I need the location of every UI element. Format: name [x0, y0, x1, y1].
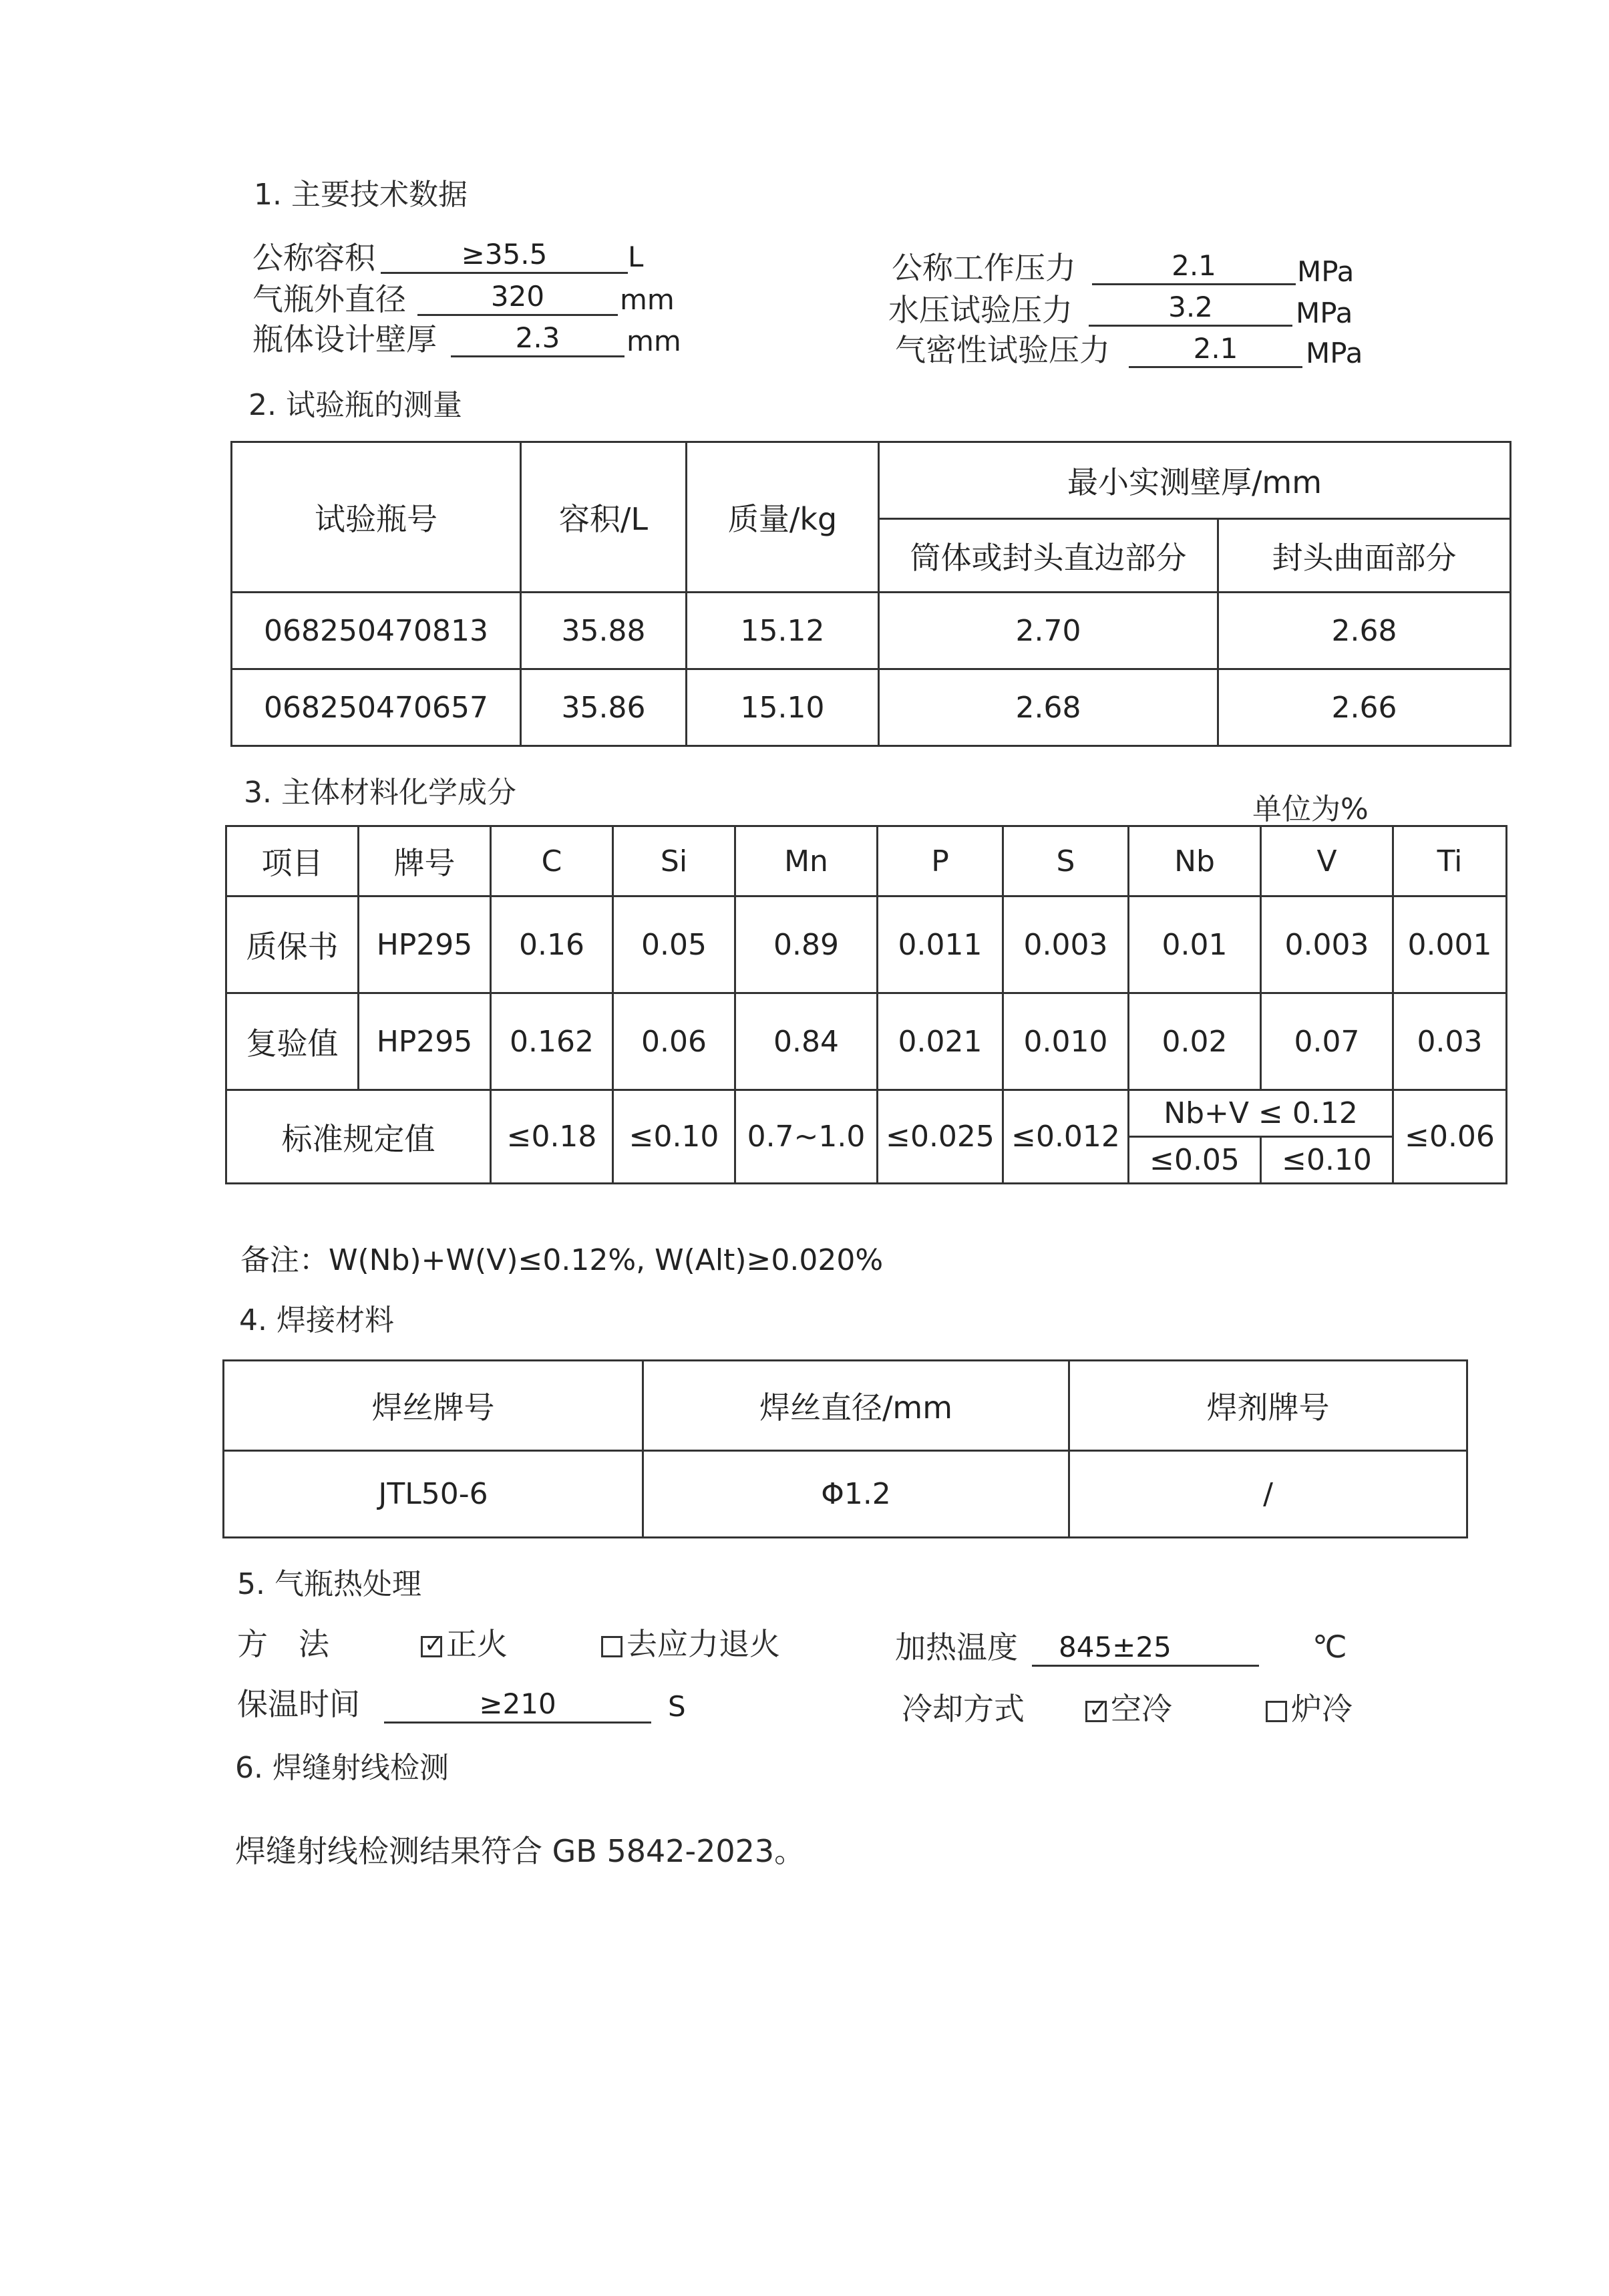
cell-mn: 0.89: [735, 896, 878, 993]
unit-note: 单位为%: [1252, 792, 1369, 826]
cell-std-mn: 0.7~1.0: [735, 1090, 878, 1184]
field-value: 2.1: [1129, 331, 1302, 368]
header-s: S: [1003, 826, 1129, 896]
cell-std-si: ≤0.10: [613, 1090, 735, 1184]
header-flux-grade: 焊剂牌号: [1069, 1361, 1467, 1451]
cell-bottle-no: 068250470813: [232, 593, 521, 669]
field-outer-diameter: [252, 275, 406, 319]
cell-grade: HP295: [359, 896, 491, 993]
field-value: 3.2: [1089, 290, 1292, 327]
field-label: 气密性试验压力: [895, 332, 1110, 368]
cell-wall-straight: 2.68: [879, 669, 1218, 746]
cell-flux-grade: /: [1069, 1451, 1467, 1538]
remark: 备注：W(Nb)+W(V)≤0.12%, W(Alt)≥0.020%: [240, 1243, 884, 1277]
cell-std-p: ≤0.025: [878, 1090, 1003, 1184]
measurement-table: [230, 441, 1511, 747]
section-1-title: 1. 主要技术数据: [254, 178, 468, 212]
checkbox-checked-icon[interactable]: [1085, 1701, 1107, 1722]
option-air-cool: [1085, 1685, 1172, 1729]
field-unit: L: [628, 240, 644, 273]
header-nb: Nb: [1129, 826, 1261, 896]
field-hydro-pressure: [888, 286, 1073, 330]
field-wall-thickness: [252, 315, 437, 359]
checkbox-empty-icon[interactable]: [1266, 1701, 1287, 1722]
cell-mn: 0.84: [735, 993, 878, 1090]
header-c: C: [491, 826, 613, 896]
cell-s: 0.010: [1003, 993, 1129, 1090]
header-volume: 容积/L: [521, 442, 687, 593]
field-value: 2.1: [1092, 249, 1296, 285]
option-label: 空冷: [1111, 1691, 1172, 1727]
table-row: [224, 1451, 1467, 1538]
cell-volume: 35.88: [521, 593, 687, 669]
header-mass: 质量/kg: [687, 442, 879, 593]
field-label: 公称容积: [252, 240, 375, 276]
cell-mass: 15.12: [687, 593, 879, 669]
section-5-title: 5. 气瓶热处理: [237, 1567, 421, 1601]
cell-si: 0.05: [613, 896, 735, 993]
header-grade: 牌号: [359, 826, 491, 896]
cell-v: 0.003: [1261, 896, 1393, 993]
table-row: [232, 669, 1511, 746]
option-label: 正火: [446, 1626, 508, 1662]
section-6-title: 6. 焊缝射线检测: [235, 1751, 449, 1785]
header-wall-straight: 筒体或封头直边部分: [879, 519, 1218, 593]
table-row: [226, 993, 1507, 1090]
heat-value: 845±25: [1032, 1630, 1259, 1667]
field-label: 瓶体设计壁厚: [252, 321, 437, 357]
field-working-pressure: [892, 244, 1076, 288]
header-v: V: [1261, 826, 1393, 896]
cell-wall-curve: 2.66: [1218, 669, 1511, 746]
header-item: 项目: [226, 826, 359, 896]
field-unit: mm: [620, 283, 675, 316]
section-3-title: 3. 主体材料化学成分: [244, 776, 516, 810]
cell-wall-curve: 2.68: [1218, 593, 1511, 669]
hold-value: ≥210: [384, 1687, 651, 1724]
cell-p: 0.011: [878, 896, 1003, 993]
cell-wall-straight: 2.70: [879, 593, 1218, 669]
header-si: Si: [613, 826, 735, 896]
cell-std-s: ≤0.012: [1003, 1090, 1129, 1184]
table-row: [232, 593, 1511, 669]
cell-std-v: ≤0.10: [1261, 1137, 1393, 1184]
option-furnace-cool: [1266, 1685, 1353, 1729]
cell-volume: 35.86: [521, 669, 687, 746]
field-nominal-volume: [252, 234, 375, 278]
cell-std-ti: ≤0.06: [1393, 1090, 1507, 1184]
cell-wire-diameter: Φ1.2: [643, 1451, 1069, 1538]
cell-c: 0.16: [491, 896, 613, 993]
option-label: 去应力退火: [627, 1626, 780, 1662]
field-unit: MPa: [1306, 337, 1363, 369]
cell-std-nb: ≤0.05: [1129, 1137, 1261, 1184]
cell-ti: 0.03: [1393, 993, 1507, 1090]
section-4-title: 4. 焊接材料: [239, 1303, 394, 1337]
hold-label: 保温时间: [237, 1686, 360, 1722]
radiography-result: 焊缝射线检测结果符合 GB 5842-2023。: [235, 1833, 806, 1869]
option-stress-relief: [601, 1620, 780, 1664]
welding-table: [222, 1359, 1468, 1538]
header-wire-grade: 焊丝牌号: [224, 1361, 643, 1451]
field-value: 2.3: [451, 321, 624, 357]
cell-si: 0.06: [613, 993, 735, 1090]
field-unit: MPa: [1296, 297, 1353, 329]
heat-unit: ℃: [1312, 1629, 1347, 1665]
cell-mass: 15.10: [687, 669, 879, 746]
header-bottle-no: 试验瓶号: [232, 442, 521, 593]
cell-bottle-no: 068250470657: [232, 669, 521, 746]
hold-unit: S: [668, 1690, 686, 1723]
field-unit: mm: [627, 325, 681, 357]
cell-s: 0.003: [1003, 896, 1129, 993]
field-label: 气瓶外直径: [252, 281, 406, 317]
header-min-wall: 最小实测壁厚/mm: [879, 442, 1511, 519]
checkbox-checked-icon[interactable]: [421, 1636, 442, 1657]
table-row: [226, 896, 1507, 993]
cell-v: 0.07: [1261, 993, 1393, 1090]
header-mn: Mn: [735, 826, 878, 896]
cell-ti: 0.001: [1393, 896, 1507, 993]
header-ti: Ti: [1393, 826, 1507, 896]
field-value: 320: [417, 279, 618, 316]
chemistry-table: [225, 825, 1507, 1184]
header-wire-diameter: 焊丝直径/mm: [643, 1361, 1069, 1451]
cell-nb: 0.01: [1129, 896, 1261, 993]
header-p: P: [878, 826, 1003, 896]
field-label: 公称工作压力: [892, 250, 1076, 286]
field-label: 水压试验压力: [888, 292, 1073, 328]
cell-grade: HP295: [359, 993, 491, 1090]
header-wall-curve: 封头曲面部分: [1218, 519, 1511, 593]
option-label: 炉冷: [1291, 1691, 1353, 1727]
cell-nb: 0.02: [1129, 993, 1261, 1090]
cell-item: 质保书: [226, 896, 359, 993]
option-normalize: [421, 1620, 508, 1664]
cell-std-label: 标准规定值: [226, 1090, 491, 1184]
cell-p: 0.021: [878, 993, 1003, 1090]
field-leak-pressure: [895, 326, 1110, 370]
cell-std-c: ≤0.18: [491, 1090, 613, 1184]
checkbox-empty-icon[interactable]: [601, 1636, 622, 1657]
field-unit: MPa: [1297, 255, 1355, 288]
field-value: ≥35.5: [381, 237, 628, 274]
cell-item: 复验值: [226, 993, 359, 1090]
cell-std-nbv: Nb+V ≤ 0.12: [1129, 1090, 1393, 1137]
cell-wire-grade: JTL50-6: [224, 1451, 643, 1538]
cell-c: 0.162: [491, 993, 613, 1090]
cool-label: 冷却方式: [902, 1691, 1025, 1727]
method-label: 方 法: [237, 1626, 329, 1662]
heat-label: 加热温度: [895, 1629, 1018, 1665]
section-2-title: 2. 试验瓶的测量: [248, 388, 462, 422]
